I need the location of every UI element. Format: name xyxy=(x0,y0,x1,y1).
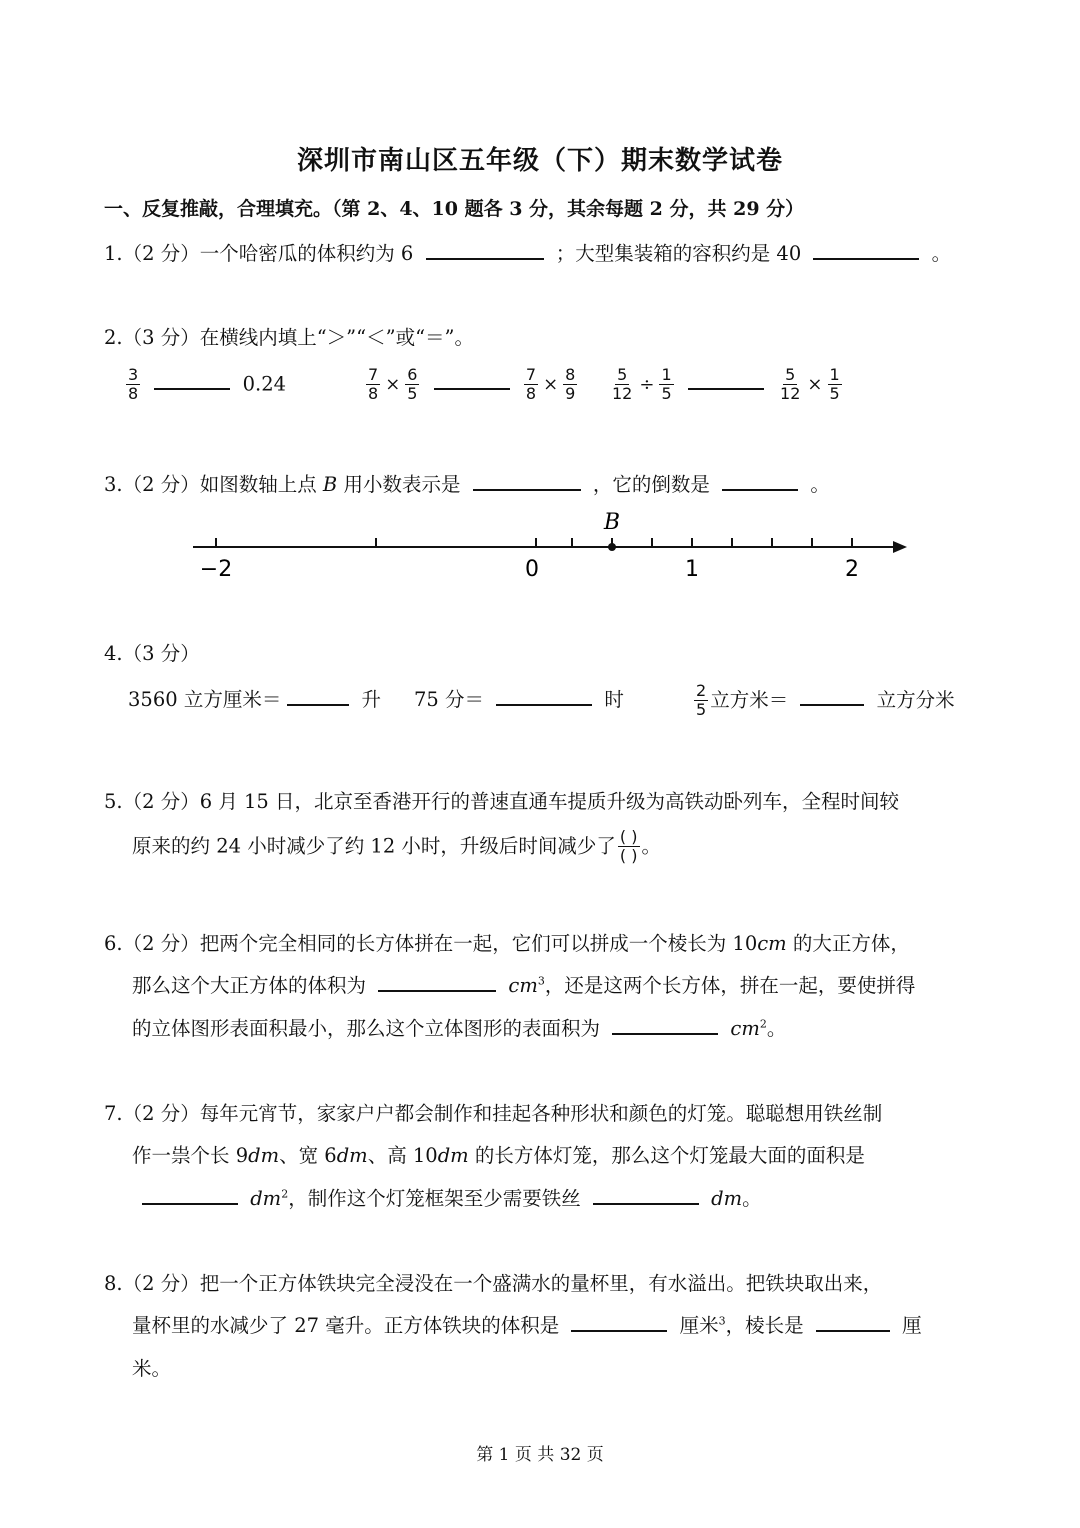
page-footer: 第 1 页 共 32 页 xyxy=(476,1445,604,1465)
question-5: 5.（2 分）6 月 15 日，北京至香港开行的普速直通车提质升级为高铁动卧列车，全程时间较 xyxy=(104,790,900,813)
answer-blank[interactable] xyxy=(612,1032,718,1035)
q2-item-2: $\frac{7}{8}$ × $\frac{6}{5}$ $\frac{7}{8}$ × $\frac{8}{9}$ xyxy=(368,365,576,404)
question-6: 6.（2 分）把两个完全相同的长方体拼在一起，它们可以拼成一个棱长为 10cm 的大正方体， xyxy=(104,932,910,955)
q4-item-1: 3560 立方厘米＝ 升 xyxy=(128,688,382,711)
fraction: $\frac{7}{8}$ xyxy=(525,365,537,404)
fraction: $\frac{5}{12}$ xyxy=(612,365,633,404)
answer-blank[interactable] xyxy=(426,257,544,260)
question-7: 7.（2 分）每年元宵节，家家户户都会制作和挂起各种形状和颜色的灯笼。聪聪想用铁丝制 xyxy=(104,1102,883,1125)
question-6-line-3: 的立体图形表面积最小，那么这个立体图形的表面积为 $cm^2$。 xyxy=(132,1017,787,1040)
fraction: $\frac{1}{5}$ xyxy=(661,365,672,404)
answer-blank[interactable] xyxy=(571,1329,667,1332)
question-6-line-2: 那么这个大正方体的体积为 $cm^3$，还是这两个长方体，拼在一起，要使拼得 xyxy=(132,974,916,997)
q2-item-1: $\frac{3}{8}$ 0.24 xyxy=(128,365,287,404)
fraction: $\frac{5}{12}$ xyxy=(780,365,801,404)
fraction: $\frac{2}{5}$ xyxy=(696,681,707,720)
axis-ticks xyxy=(216,538,852,547)
answer-blank[interactable] xyxy=(287,703,349,706)
section-heading: 一、反复推敲，合理填充。（第 2、4、10 题各 3 分，其余每题 2 分，共 29 分） xyxy=(104,198,805,220)
question-2: 2.（3 分）在横线内填上“＞”“＜”或“＝”。 xyxy=(104,326,475,349)
answer-blank[interactable] xyxy=(813,257,919,260)
tick-label: 2 xyxy=(845,557,859,582)
answer-blank[interactable] xyxy=(722,488,798,491)
question-3: 3.（2 分）如图数轴上点 B 用小数表示是 ，它的倒数是 。 xyxy=(104,473,830,496)
answer-blank[interactable] xyxy=(142,1202,238,1205)
page-title: 深圳市南山区五年级（下）期末数学试卷 xyxy=(296,146,783,176)
answer-blank[interactable] xyxy=(688,387,764,390)
answer-blank[interactable] xyxy=(434,387,510,390)
answer-blank[interactable] xyxy=(154,387,230,390)
answer-blank[interactable] xyxy=(473,488,581,491)
number-line xyxy=(185,505,915,585)
question-7-line-3: $dm^2$，制作这个灯笼框架至少需要铁丝 dm。 xyxy=(136,1183,762,1211)
question-8: 8.（2 分）把一个正方体铁块完全浸没在一个盛满水的量杯里，有水溢出。把铁块取出来， xyxy=(104,1272,883,1295)
fraction: $\frac{7}{8}$ xyxy=(368,365,379,404)
fraction: $\frac{8}{9}$ xyxy=(565,365,576,404)
tick-label: −2 xyxy=(199,557,233,582)
question-7-line-2: 作一祟个长 9dm、宽 6dm、高 10dm 的长方体灯笼，那么这个灯笼最大面的面积是 xyxy=(132,1144,865,1167)
answer-blank[interactable] xyxy=(496,703,592,706)
answer-blank[interactable] xyxy=(800,703,864,706)
fraction: $\frac{1}{5}$ xyxy=(829,365,840,404)
axis-arrow xyxy=(893,541,907,553)
answer-blank[interactable] xyxy=(593,1202,699,1205)
point-b-label: B xyxy=(603,510,621,535)
answer-blank[interactable] xyxy=(378,989,496,992)
q4-item-2: 75 分＝ 时 xyxy=(414,688,624,711)
question-8-line-2: 量杯里的水减少了 27 毫升。正方体铁块的体积是 厘米$^3$，棱长是 厘 xyxy=(132,1314,922,1337)
question-1: 1.（2 分）一个哈密瓜的体积约为 6 ；大型集装箱的容积约是 40 。 xyxy=(104,242,952,265)
q4-item-3: $\frac{2}{5}$ 立方米＝ 立方分米 xyxy=(696,681,955,720)
q2-item-3: $\frac{5}{12}$ ÷ $\frac{1}{5}$ $\frac{5}{12}$ × $\frac{1}{5}$ xyxy=(612,365,840,404)
answer-fraction[interactable]: $\frac{( )}{( )}$ xyxy=(619,827,638,866)
tick-label: 0 xyxy=(525,557,539,582)
question-8-line-3: 米。 xyxy=(132,1357,172,1380)
tick-label: 1 xyxy=(685,557,699,582)
fraction: $\frac{3}{8}$ xyxy=(128,365,139,404)
question-4: 4.（3 分） xyxy=(104,642,200,665)
point-b xyxy=(608,543,616,551)
question-5-line-2: 原来的约 24 小时减少了约 12 小时，升级后时间减少了 $\frac{( )}{( )}$ 。 xyxy=(132,827,662,866)
answer-blank[interactable] xyxy=(816,1329,890,1332)
fraction: $\frac{6}{5}$ xyxy=(407,365,418,404)
